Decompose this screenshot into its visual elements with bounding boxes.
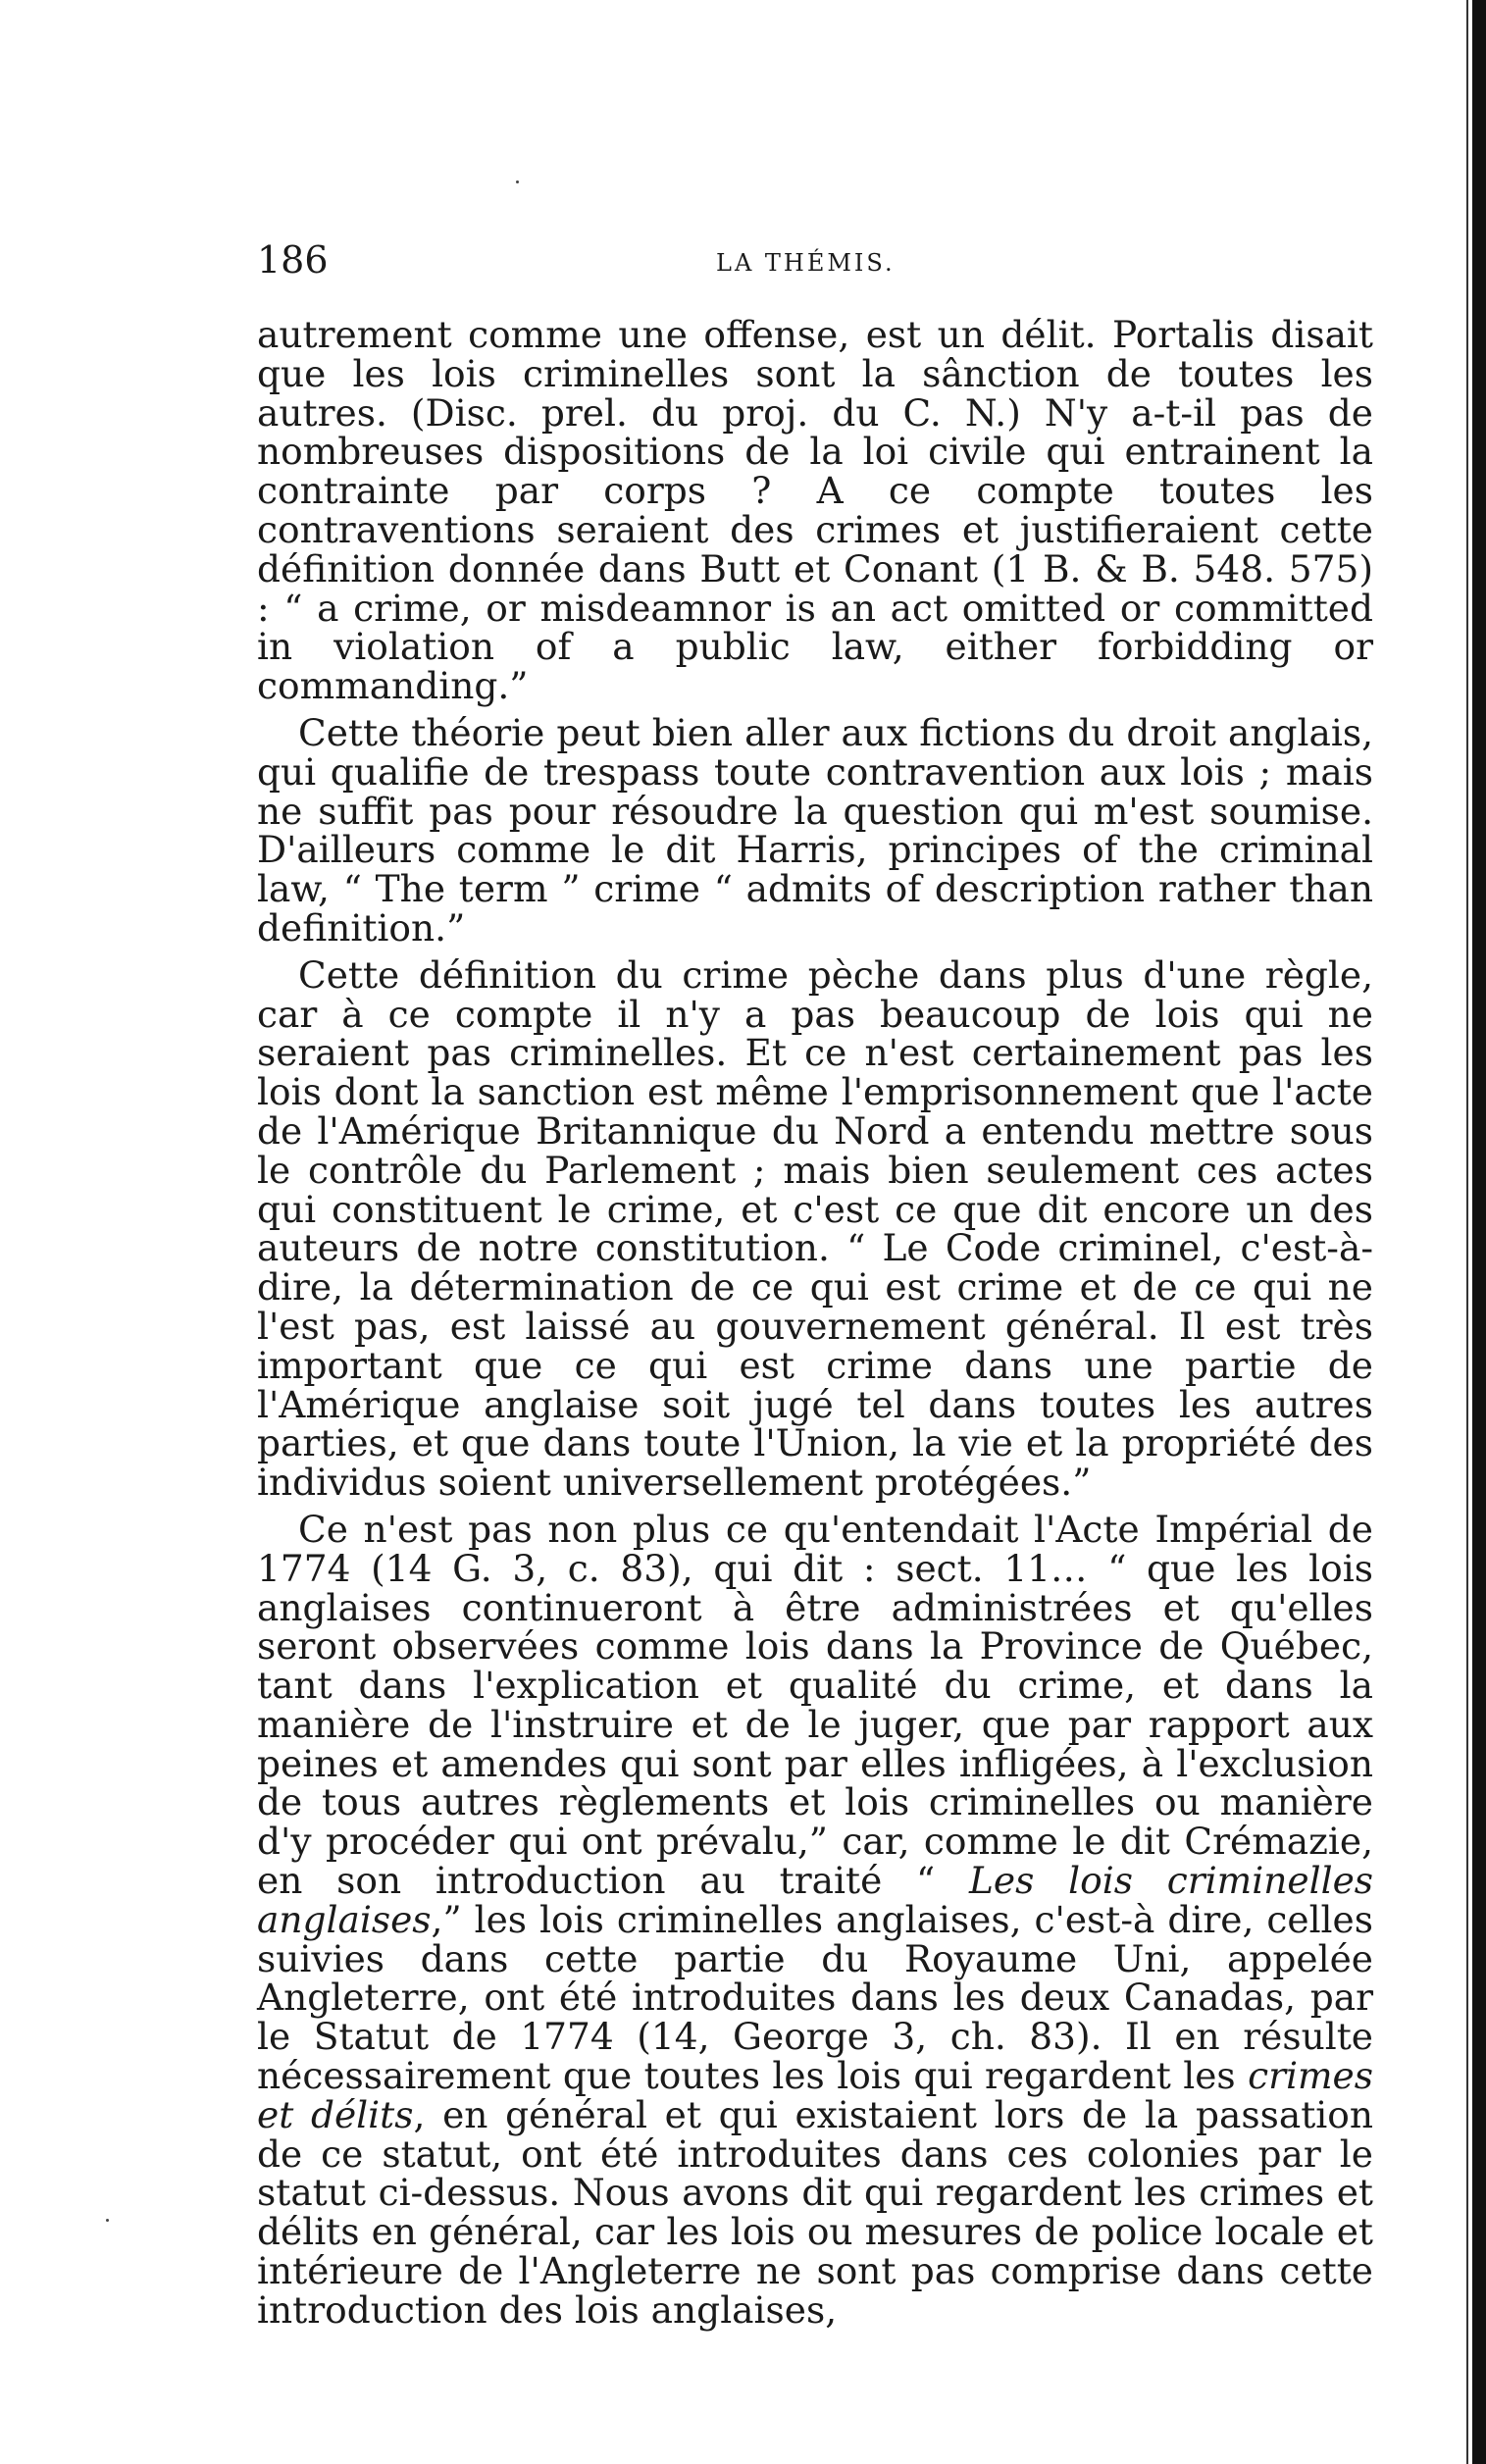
paragraph: autrement comme une offense, est un délit. Portalis disait que les lois criminelles sont la sânction de toutes les autres. (Disc. prel. du proj. du C. N.) N'y a-t-il pas de nombreuses dispositions de la loi civile qui entrainent la contrainte par corps ? A ce compte toutes les contraventions seraient des crimes et justifieraient cette définition donnée dans Butt et Conant (1 B. & B. 548. 575) : “ a crime, or misdeamnor is an act omitted or committed in violation of a public law, either forbidding or commanding.” [257,313,1373,708]
paragraph: Cette théorie peut bien aller aux fictions du droit anglais, qui qualifie de trespass toute contravention aux lois ; mais ne suffit pas pour résoudre la question qui m'est soumise. D'ailleurs comme le dit Harris, principes of the criminal law, “ The term ” crime “ admits of description rather than definition.” [257,710,1373,950]
paragraph: Cette définition du crime pèche dans plus d'une règle, car à ce compte il n'y a pas beaucoup de lois qui ne seraient pas criminelles. Et ce n'est certainement pas les lois dont la sanction est même l'emprisonnement que l'acte de l'Amérique Britannique du Nord a entendu mettre sous le contrôle du Parlement ; mais bien seulement ces actes qui constituent le crime, et c'est ce que dit encore un des auteurs de notre constitution. “ Le Code criminel, c'est-à-dire, la détermination de ce qui est crime et de ce qui ne l'est pas, est laissé au gouvernement général. Il est très important que ce qui est crime dans une partie de l'Amérique anglaise soit jugé tel dans toutes les autres parties, et que dans toute l'Union, la vie et la propriété des individus soient universellement protégées.” [257,952,1373,1505]
italic-phrase: crimes et délits [257,2054,1373,2136]
text-run: Ce n'est pas non plus ce qu'entendait l'Acte Impérial de 1774 (14 G. 3, c. 83), qui dit : sect. 11… “ que les lois anglaises continueront à être administrées et qu'elles seront observées comme lois dans la Province de Québec, tant dans l'explication et qualité du crime, et dans la manière de l'instruire et de le juger, que par rapport aux peines et amendes qui sont par elles infligées, à l'exclusion de tous autres règlements et lois criminelles ou manière d'y procéder qui ont prévalu,” car, comme le dit Crémazie, en son introduction au traité “ [257,1507,1373,1903]
stray-mark [516,180,519,183]
page-edge-shadow [1472,0,1486,2464]
paragraph [257,1507,1374,2332]
page-number: 186 [257,238,329,282]
running-title: LA THÉMIS. [716,249,896,277]
italic-title: Les lois criminelles anglaises [257,1859,1374,1941]
body-text [257,313,1374,2338]
text-run: ,” les lois criminelles anglaises, c'est-à dire, celles suivies dans cette partie du Royaume Uni, appelée Angleterre, ont été introduites dans les deux Canadas, par le Statut de 1774 (14, George 3, ch. 83). Il en résulte nécessairement que toutes les lois qui regardent les [257,1897,1373,2098]
stray-mark [106,2219,109,2222]
text-run: , en général et qui existaient lors de la passation de ce statut, ont été introduites dans ces colonies par le statut ci-dessus. Nous avons dit qui regardent les crimes et délits en général, car les lois ou mesures de police locale et intérieure de l'Angleterre ne sont pas comprise dans cette introduction des lois anglaises, [257,2092,1373,2332]
page-edge-line [1466,0,1468,2464]
page-header [257,235,1375,284]
